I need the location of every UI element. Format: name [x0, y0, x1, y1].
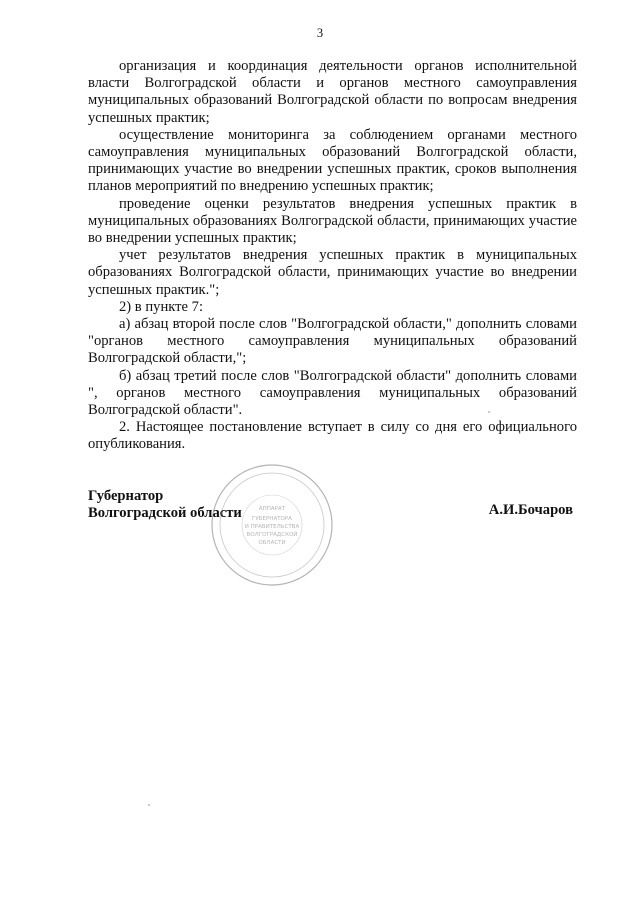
signatory-position-line: Губернатор	[88, 488, 164, 504]
paragraph: 2) в пункте 7:	[119, 298, 204, 315]
stamp-text: ОБЛАСТИ	[258, 540, 286, 546]
paragraph: организация и координация деятельности органов исполнительной власти Волгоградской области и органов местного самоуправления муниципальных образований Волгоградской области по вопросам внедрения успешных практик;	[88, 58, 577, 126]
stamp-text: АППАРАТ	[258, 506, 286, 512]
paragraph: 2. Настоящее постановление вступает в силу со дня его официального опубликования.	[88, 419, 577, 453]
signatory-name: А.И.Бочаров	[488, 502, 573, 518]
page-number: 3	[316, 26, 324, 40]
paragraph: учет результатов внедрения успешных практик в муниципальных образованиях Волгоградской области, принимающих участие во внедрении успешных практик.";	[88, 247, 577, 298]
paragraph: проведение оценки результатов внедрения успешных практик в муниципальных образованиях Волгоградской области, принимающих участие во внедрении успешных практик;	[88, 195, 577, 247]
scan-speck	[488, 411, 490, 413]
stamp-text: ВОЛГОГРАДСКОЙ	[246, 532, 298, 538]
stamp-text: И ПРАВИТЕЛЬСТВА	[244, 524, 300, 530]
scan-speck	[148, 804, 150, 806]
document-body	[88, 58, 577, 454]
paragraph: осуществление мониторинга за соблюдением органами местного самоуправления муниципальных образований Волгоградской области, принимающих участие во внедрении успешных практик, сроков выполнения планов мероприятий по внедрению успешных практик;	[88, 126, 577, 195]
official-stamp	[207, 460, 337, 590]
paragraph: а) абзац второй после слов "Волгоградской области," дополнить словами "органов местного самоуправления муниципальных образований Волгоградской области,";	[88, 316, 577, 367]
paragraph: б) абзац третий после слов "Волгоградской области" дополнить словами ", органов местного самоуправления муниципальных образований Волгоградской области".	[88, 367, 577, 419]
stamp-text: ГУБЕРНАТОРА	[252, 516, 292, 522]
signatory-position-line: Волгоградской области	[88, 505, 242, 522]
